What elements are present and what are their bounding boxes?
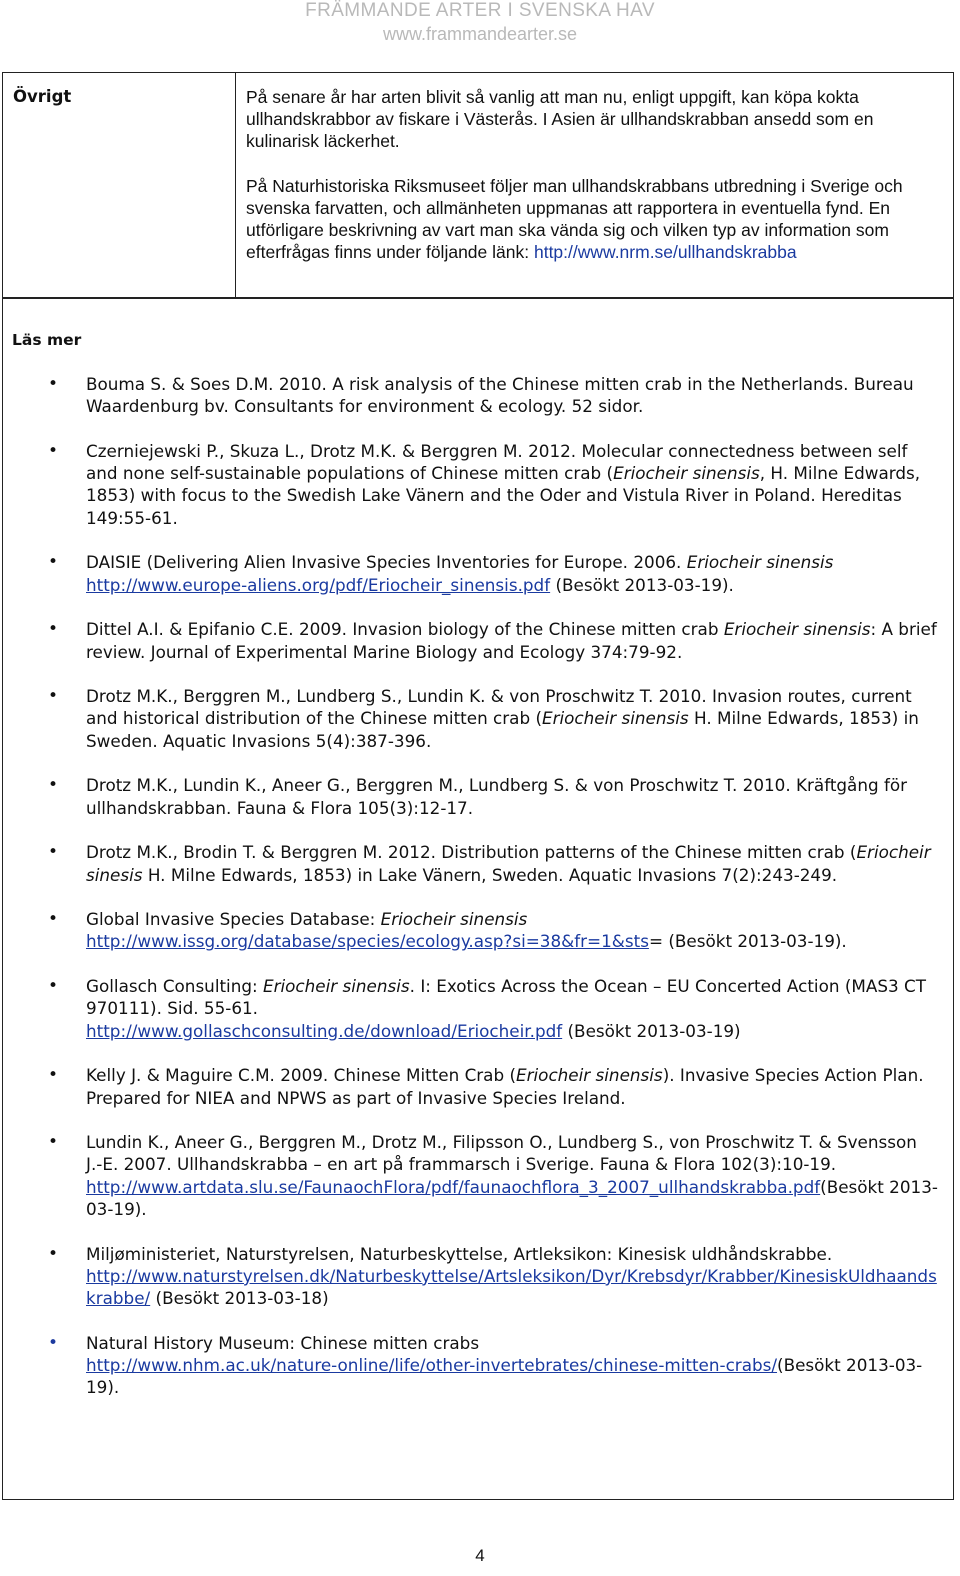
reference-text-cont: H. Milne Edwards, 1853) in Lake Vänern, Sweden. Aquatic Invasions 7(2):243-249. [142,864,838,885]
reference-text: Dittel A.I. & Epifanio C.E. 2009. Invasion biology of the Chinese mitten crab [86,619,724,640]
reference-text: Czerniejewski P., Skuza L., Drotz M.K. & Berggren M. 2012. Molecular connectedness between self and none self-sustainable populations of Chinese mitten crab ( [86,440,908,484]
reference-item [0,1064,950,1109]
reference-text-cont: , H. Milne Edwards, 1853) with focus to the Swedish Lake Vänern and the Oder and Vistula River in Poland. Hereditas 149:55-61. [86,463,921,528]
species-name: Eriocheir sinensis [516,1065,663,1086]
reference-link[interactable]: http://www.gollaschconsulting.de/download/Eriocheir.pdf [86,1020,563,1041]
bullet-icon: • [48,1065,59,1086]
species-name: Eriocheir sinensis [723,619,871,640]
reference-item [0,373,950,418]
reference-text: Miljøministeriet, Naturstyrelsen, Naturbeskyttelse, Artleksikon: Kinesisk uldhåndskrabbe. [86,1243,833,1264]
species-name: Eriocheir sinensis [613,463,760,484]
reference-item [0,440,950,529]
bullet-icon: • [48,686,59,707]
reference-text: Drotz M.K., Brodin T. & Berggren M. 2012. Distribution patterns of the Chinese mitten crab ( [86,842,857,863]
reference-text-cont: H. Milne Edwards, 1853) in Sweden. Aquatic Invasions 5(4):387-396. [86,708,919,751]
reference-text-cont: . I: Exotics Across the Ocean – EU Concerted Action (MAS3 CT 970111). Sid. 55-61. [86,976,926,1019]
reference-item [0,1332,950,1399]
visited-date: = (Besökt 2013-03-19). [648,931,847,952]
reference-text: Global Invasive Species Database: [86,909,381,930]
visited-date: (Besökt 2013-03-19). [86,1355,923,1398]
reference-list [0,373,950,1421]
bullet-icon: • [48,976,59,997]
reference-item [0,774,950,819]
ovrigt-paragraph-2-text: På Naturhistoriska Riksmuseet följer man ullhandskrabbans utbredning i Sverige och svenska farvatten, och allmänheten uppmanas att rapportera in eventuella fynd. En utförligare beskrivning av vart man ska vända sig och vilken typ av information som efterfrågas finns under följande länk: [246,175,903,263]
reference-text: Kelly J. & Maguire C.M. 2009. Chinese Mitten Crab ( [86,1065,517,1086]
reference-text: Bouma S. & Soes D.M. 2010. A risk analysis of the Chinese mitten crab in the Netherlands. Bureau Waardenburg bv. Consultants for environment & ecology. 52 sidor. [86,374,914,417]
bullet-icon: • [48,552,59,573]
ovrigt-paragraph-2 [246,175,946,264]
visited-date: (Besökt 2013-03-18) [150,1288,329,1309]
reference-item [0,1243,950,1310]
ovrigt-paragraph-1: På senare år har arten blivit så vanlig att man nu, enligt uppgift, kan köpa kokta ullhandskrabbor av fiskare i Västerås. I Asien är ullhandskrabban ansedd som en kulinarisk läckerhet. [246,87,874,152]
species-name: Eriocheir sinesis [86,842,931,885]
reference-item [0,975,950,1042]
bullet-icon: • [48,1243,59,1264]
reference-text-cont: : A brief review. Journal of Experimental Marine Biology and Ecology 374:79-92. [86,619,937,662]
reference-text-cont: ). Invasive Species Action Plan. Prepared for NIEA and NPWS as part of Invasive Species Ireland. [86,1065,924,1108]
visited-date: (Besökt 2013-03-19) [562,1020,741,1041]
ovrigt-table [2,72,954,299]
bullet-icon: • [48,619,59,640]
bullet-icon: • [48,440,59,461]
reference-item [0,908,950,953]
reference-text: DAISIE (Delivering Alien Invasive Species Inventories for Europe. 2006. [86,552,687,573]
reference-text: Natural History Museum: Chinese mitten crabs [86,1332,480,1353]
header-url[interactable]: www.frammandearter.se [382,24,578,44]
reference-item [0,1131,950,1220]
ovrigt-content [246,86,946,263]
species-name: Eriocheir sinensis [542,708,689,729]
page-number: 4 [475,1546,485,1565]
species-name: Eriocheir sinensis [263,976,410,997]
reference-text: Lundin K., Aneer G., Berggren M., Drotz M., Filipsson O., Lundberg S., von Proschwitz T. & Svensson J.-E. 2007. Ullhandskrabba – en art på frammarsch i Sverige. Fauna & Flora 102(3):10-19. [86,1132,917,1175]
visited-date: (Besökt 2013-03-19). [86,1176,938,1219]
reference-link[interactable]: http://www.artdata.slu.se/FaunaochFlora/pdf/faunaochflora_3_2007_ullhandskrabba.pdf [86,1176,821,1197]
ovrigt-label: Övrigt [13,87,72,106]
reference-link[interactable]: http://www.nhm.ac.uk/nature-online/life/other-invertebrates/chinese-mitten-crabs/ [86,1355,778,1376]
reference-item [0,551,950,596]
reference-link[interactable]: http://www.naturstyrelsen.dk/Naturbeskyttelse/Artsleksikon/Dyr/Krebsdyr/Krabber/KinesiskUldhaandskrabbe/ [86,1265,937,1309]
species-name: Eriocheir sinensis [686,552,834,573]
header-title: FRÄMMANDE ARTER I SVENSKA HAV [305,0,655,21]
bullet-icon: • [48,1132,59,1153]
reference-text: Gollasch Consulting: [86,976,263,997]
nrm-link[interactable]: http://www.nrm.se/ullhandskrabba [533,242,797,263]
bullet-icon: • [48,775,59,796]
bullet-icon: • [48,909,59,930]
reference-item [0,618,950,663]
bullet-icon: • [48,374,59,394]
reference-link[interactable]: http://www.europe-aliens.org/pdf/Eriocheir_sinensis.pdf [86,574,551,595]
reference-link[interactable]: http://www.issg.org/database/species/ecology.asp?si=38&fr=1&sts [86,931,649,952]
reference-item [0,685,950,752]
las-mer-heading: Läs mer [12,331,82,349]
bullet-icon: • [48,842,59,863]
reference-item [0,841,950,886]
visited-date: (Besökt 2013-03-19). [550,574,734,595]
table-divider [235,73,236,297]
bullet-icon: • [48,1332,59,1353]
reference-text: Drotz M.K., Berggren M., Lundberg S., Lundin K. & von Proschwitz T. 2010. Invasion routes, current and historical distribution of the Chinese mitten crab ( [86,686,912,729]
reference-text: Drotz M.K., Lundin K., Aneer G., Berggren M., Lundberg S. & von Proschwitz T. 2010. Kräftgång för ullhandskrabban. Fauna & Flora 105(3):12-17. [86,775,908,818]
species-name: Eriocheir sinensis [380,909,528,930]
